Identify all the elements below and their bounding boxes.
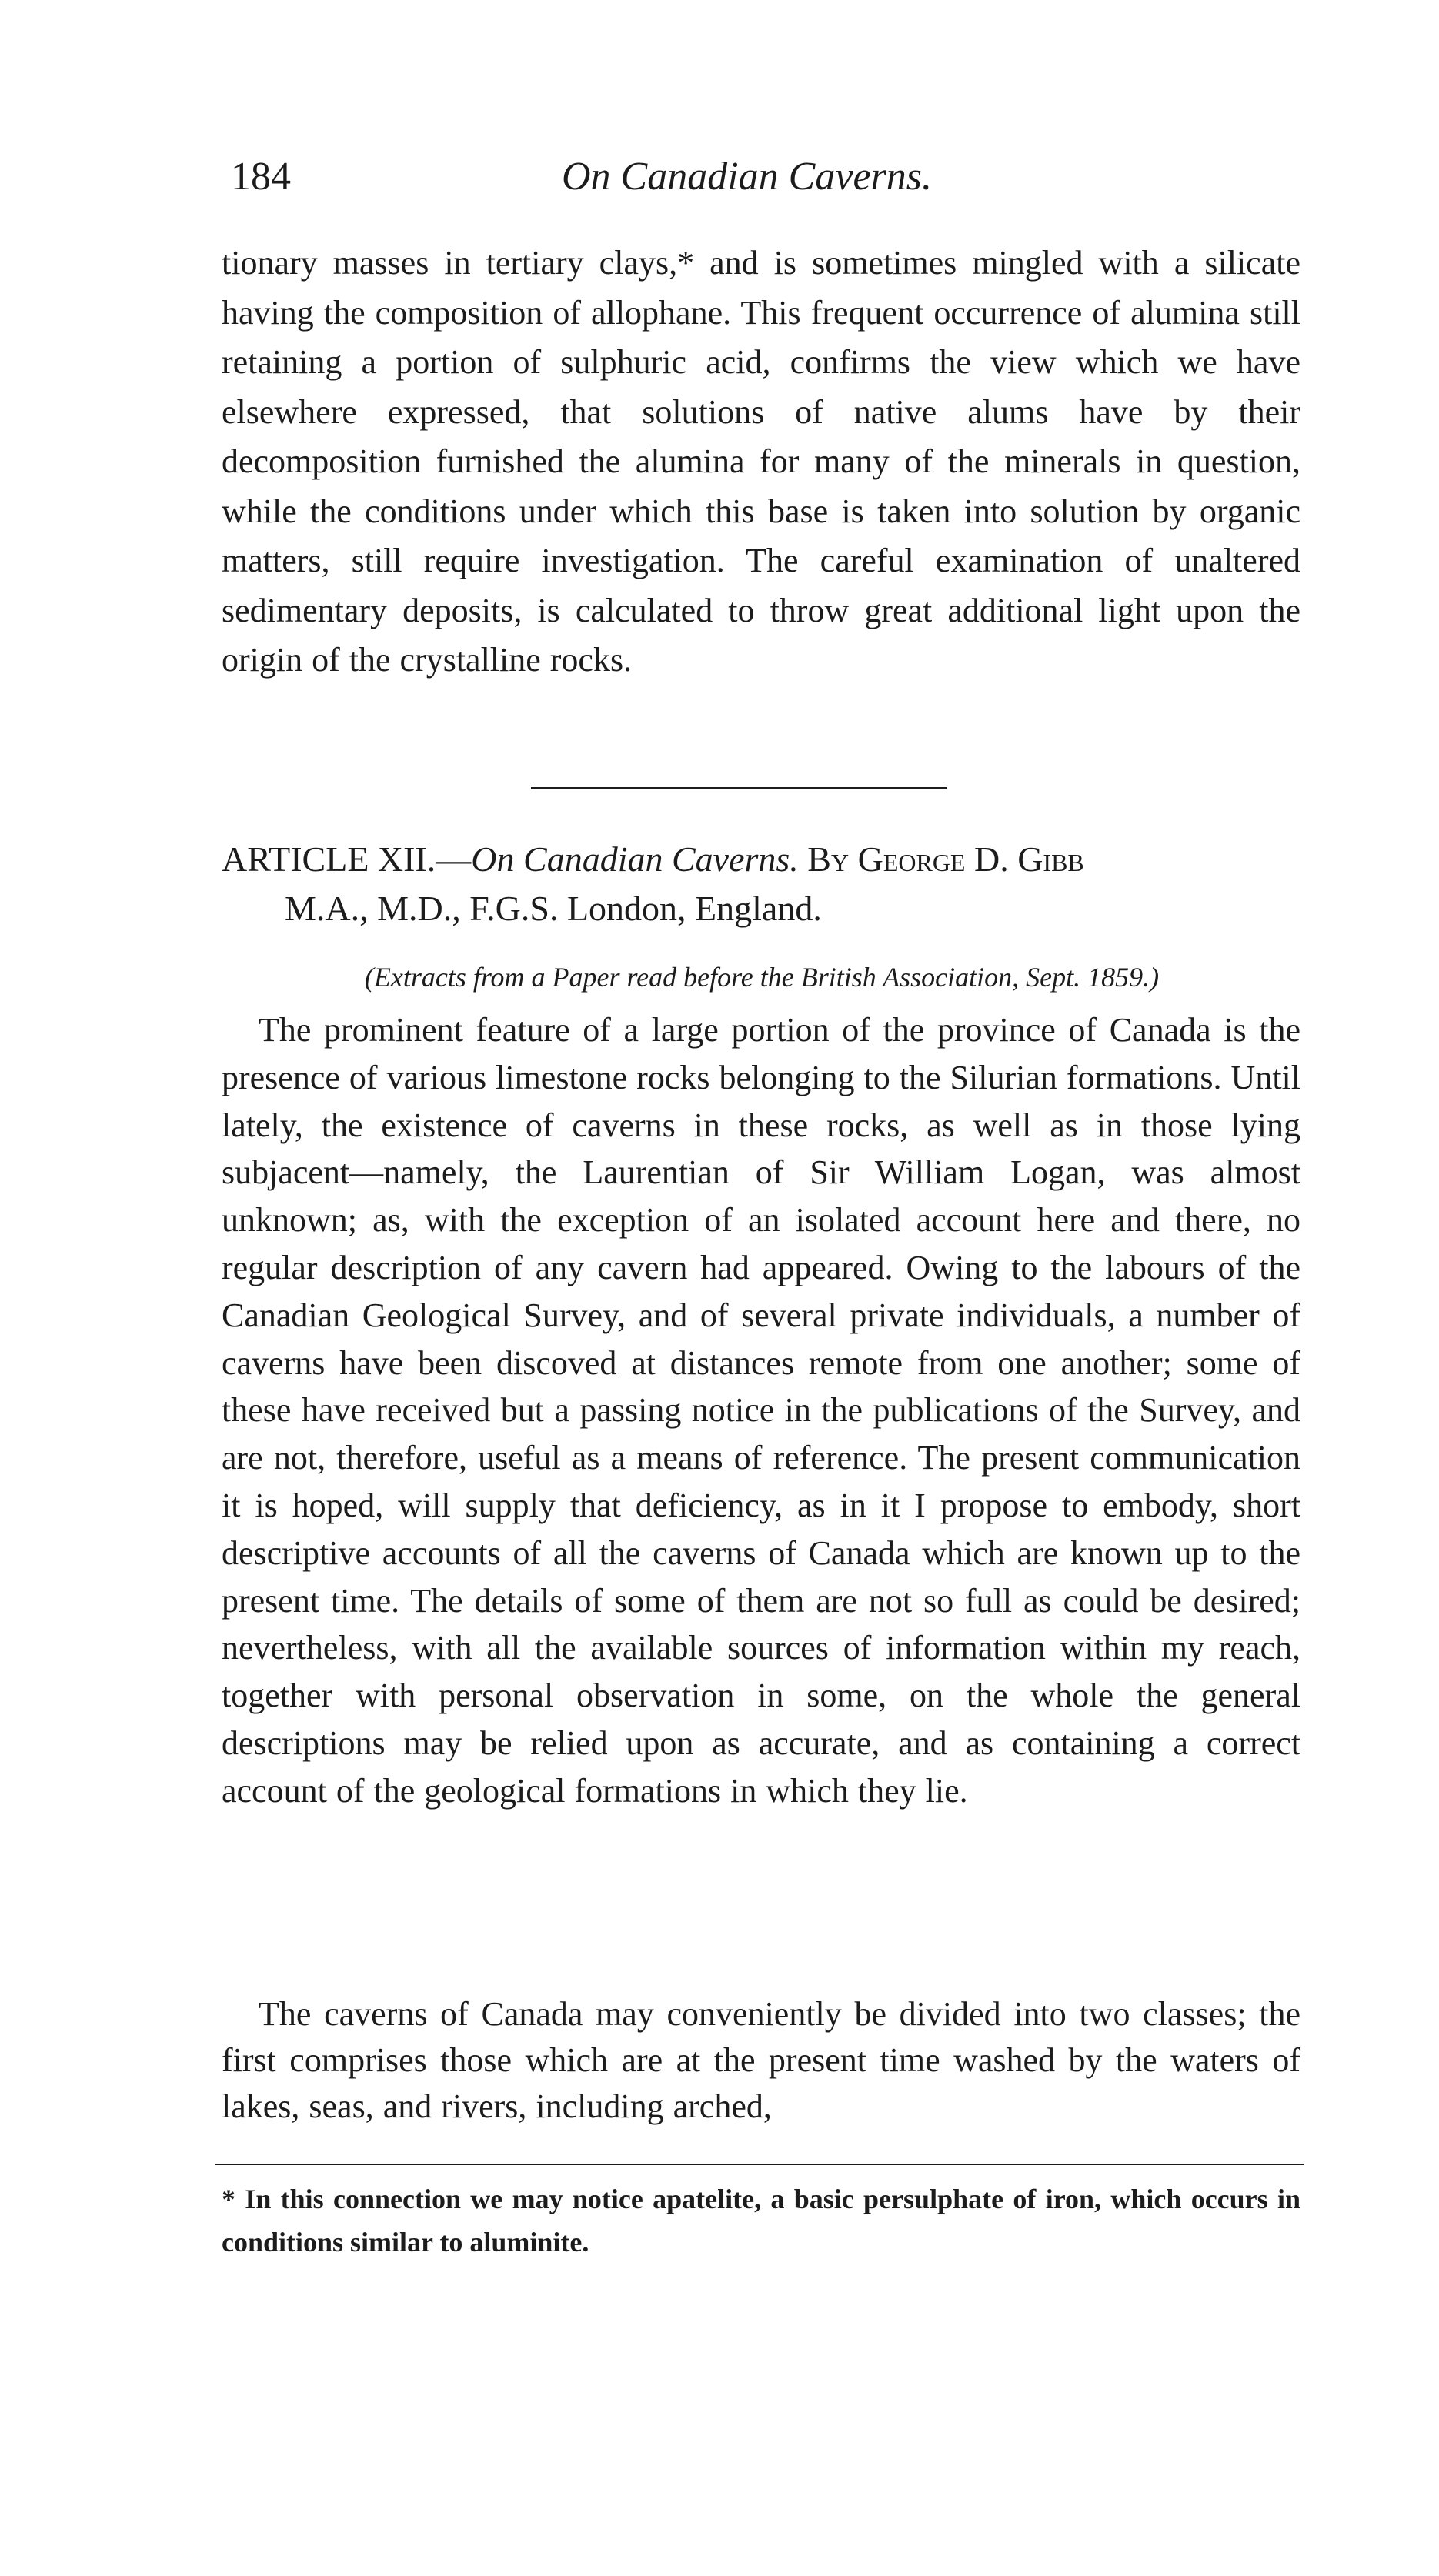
page-number: 184 xyxy=(231,155,291,199)
footnote: * In this connection we may notice apatelite, a basic persulphate of iron, which occurs in conditions similar to aluminite. xyxy=(222,2184,1300,2257)
section-divider xyxy=(531,787,947,789)
page-header xyxy=(231,146,1300,208)
article-by: By xyxy=(807,839,850,879)
article-heading xyxy=(222,835,1300,933)
continuation-paragraph: tionary masses in tertiary clays,* and is sometimes mingled with a silicate having the composition of allophane. This frequent occurrence of alumina still retaining a portion of sulphuric acid, confirms the view which we have elsewhere expressed, that solutions of native alums have by their decomposition furnished the alumina for many of the minerals in question, while the conditions under which this base is taken into solution by organic matters, still require investigation. The careful examination of unaltered sedimentary deposits, is calculated to throw great additional light upon the origin of the crystalline rocks. xyxy=(222,244,1300,679)
body-paragraph-block-2 xyxy=(222,1991,1300,2130)
article-author: George D. Gibb xyxy=(857,839,1084,879)
footnote-divider xyxy=(215,2164,1304,2165)
continuation-paragraph-block xyxy=(222,239,1300,686)
running-title: On Canadian Caverns. xyxy=(562,155,932,199)
article-label: ARTICLE XII.— xyxy=(222,839,472,879)
body-paragraph: The prominent feature of a large portion of the province of Canada is the presence of various limestone rocks belonging to the Silurian formations. Until lately, the existence of caverns in these rocks, as well as in those lying subjacent—namely, the Laurentian of Sir William Logan, was almost unknown; as, with the exception of an isolated account here and there, no regular description of any cavern had appeared. Owing to the labours of the Canadian Geological Survey, and of several private individuals, a number of caverns have been discoved at distances remote from one another; some of these have received but a passing notice in the publications of the Survey, and are not, therefore, useful as a means of reference. The present communication it is hoped, will supply that deficiency, as in it I propose to embody, short descriptive accounts of all the caverns of Canada which are known up to the present time. The details of some of them are not so full as could be desired; nevertheless, with all the available sources of information within my reach, together with personal observation in some, on the whole the general descriptions may be relied upon as accurate, and as containing a correct account of the geological formations in which they lie. xyxy=(222,1011,1300,1810)
extract-note: (Extracts from a Paper read before the British Association, Sept. 1859.) xyxy=(364,962,1160,993)
article-title: On Canadian Caverns. xyxy=(471,839,799,879)
article-credentials: M.A., M.D., F.G.S. London, England. xyxy=(285,889,822,928)
body-paragraph-block-1 xyxy=(222,1006,1300,1815)
body-paragraph: The caverns of Canada may conveniently be divided into two classes; the first comprises those which are at the present time washed by the waters of lakes, seas, and rivers, including arched, xyxy=(222,1995,1300,2125)
